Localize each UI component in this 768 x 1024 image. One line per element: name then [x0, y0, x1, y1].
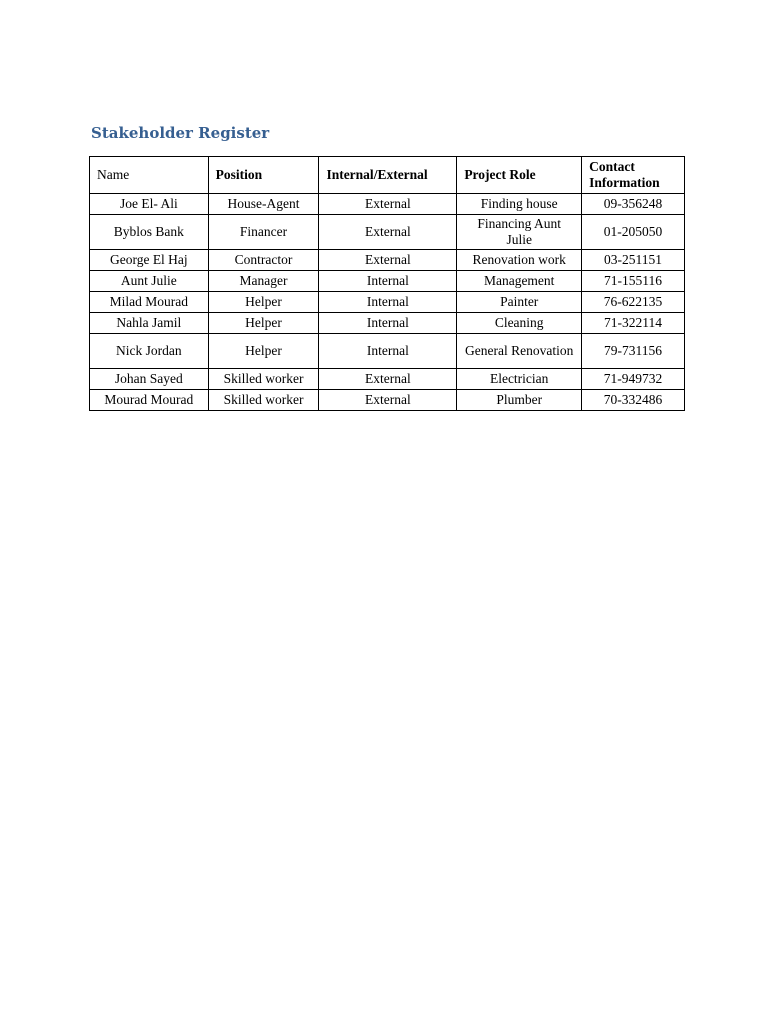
cell-type: External — [319, 194, 457, 215]
cell-position: Helper — [208, 334, 319, 369]
cell-contact: 79-731156 — [582, 334, 685, 369]
cell-type: Internal — [319, 271, 457, 292]
table-row — [90, 250, 685, 271]
table-row — [90, 390, 685, 411]
cell-name: Aunt Julie — [90, 271, 209, 292]
cell-type: Internal — [319, 292, 457, 313]
table-row — [90, 194, 685, 215]
cell-role: Renovation work — [457, 250, 582, 271]
cell-position: Helper — [208, 313, 319, 334]
table-row — [90, 334, 685, 369]
cell-position: Contractor — [208, 250, 319, 271]
table-row — [90, 292, 685, 313]
cell-type: External — [319, 390, 457, 411]
cell-position: Manager — [208, 271, 319, 292]
cell-role: General Renovation — [457, 334, 582, 369]
table-header-row — [90, 157, 685, 194]
table-row — [90, 313, 685, 334]
cell-contact: 03-251151 — [582, 250, 685, 271]
cell-name: Nahla Jamil — [90, 313, 209, 334]
cell-role: Finding house — [457, 194, 582, 215]
cell-position: House-Agent — [208, 194, 319, 215]
cell-name: Byblos Bank — [90, 215, 209, 250]
cell-contact: 01-205050 — [582, 215, 685, 250]
header-name: Name — [90, 157, 209, 194]
page-title: Stakeholder Register — [91, 124, 270, 142]
cell-position: Skilled worker — [208, 369, 319, 390]
cell-contact: 76-622135 — [582, 292, 685, 313]
table-row — [90, 215, 685, 250]
cell-role: Painter — [457, 292, 582, 313]
cell-role: Plumber — [457, 390, 582, 411]
header-internal-external: Internal/External — [319, 157, 457, 194]
cell-type: External — [319, 215, 457, 250]
cell-contact: 70-332486 — [582, 390, 685, 411]
header-position: Position — [208, 157, 319, 194]
cell-name: Milad Mourad — [90, 292, 209, 313]
cell-contact: 09-356248 — [582, 194, 685, 215]
cell-name: George El Haj — [90, 250, 209, 271]
cell-type: Internal — [319, 313, 457, 334]
cell-role: Management — [457, 271, 582, 292]
cell-role: Electrician — [457, 369, 582, 390]
table-row — [90, 271, 685, 292]
cell-role: Cleaning — [457, 313, 582, 334]
cell-position: Helper — [208, 292, 319, 313]
cell-name: Johan Sayed — [90, 369, 209, 390]
header-contact: Contact Information — [582, 157, 685, 194]
cell-position: Skilled worker — [208, 390, 319, 411]
cell-contact: 71-322114 — [582, 313, 685, 334]
cell-contact: 71-155116 — [582, 271, 685, 292]
cell-contact: 71-949732 — [582, 369, 685, 390]
cell-type: External — [319, 369, 457, 390]
cell-type: External — [319, 250, 457, 271]
cell-name: Joe El- Ali — [90, 194, 209, 215]
cell-position: Financer — [208, 215, 319, 250]
cell-role: Financing Aunt Julie — [457, 215, 582, 250]
header-project-role: Project Role — [457, 157, 582, 194]
table-row — [90, 369, 685, 390]
cell-name: Nick Jordan — [90, 334, 209, 369]
stakeholder-table — [89, 156, 685, 411]
cell-type: Internal — [319, 334, 457, 369]
cell-name: Mourad Mourad — [90, 390, 209, 411]
